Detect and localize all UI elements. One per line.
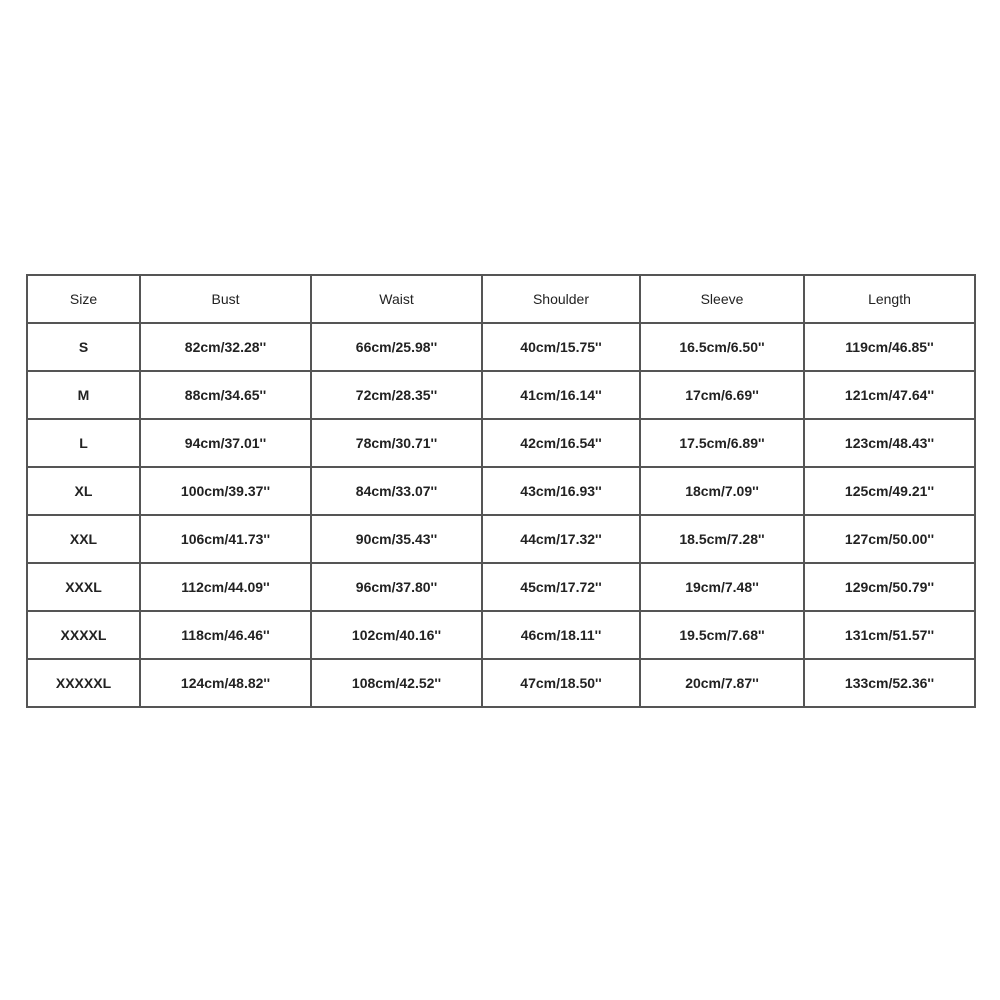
shoulder-cell: 43cm/16.93'' (482, 467, 640, 515)
waist-cell: 90cm/35.43'' (311, 515, 482, 563)
bust-cell: 82cm/32.28'' (140, 323, 311, 371)
length-cell: 121cm/47.64'' (804, 371, 975, 419)
table-row (27, 371, 975, 419)
header-sleeve: Sleeve (640, 275, 804, 323)
bust-cell: 124cm/48.82'' (140, 659, 311, 707)
length-cell: 133cm/52.36'' (804, 659, 975, 707)
size-cell: M (27, 371, 140, 419)
shoulder-cell: 45cm/17.72'' (482, 563, 640, 611)
size-chart-header (27, 275, 975, 323)
size-cell: XXXL (27, 563, 140, 611)
table-row (27, 659, 975, 707)
bust-cell: 112cm/44.09'' (140, 563, 311, 611)
length-cell: 127cm/50.00'' (804, 515, 975, 563)
size-chart-table (26, 274, 976, 708)
sleeve-cell: 17cm/6.69'' (640, 371, 804, 419)
bust-cell: 88cm/34.65'' (140, 371, 311, 419)
size-cell: S (27, 323, 140, 371)
table-row (27, 515, 975, 563)
header-waist: Waist (311, 275, 482, 323)
sleeve-cell: 16.5cm/6.50'' (640, 323, 804, 371)
bust-cell: 118cm/46.46'' (140, 611, 311, 659)
size-cell: XL (27, 467, 140, 515)
shoulder-cell: 42cm/16.54'' (482, 419, 640, 467)
sleeve-cell: 18.5cm/7.28'' (640, 515, 804, 563)
table-row (27, 467, 975, 515)
length-cell: 125cm/49.21'' (804, 467, 975, 515)
waist-cell: 78cm/30.71'' (311, 419, 482, 467)
table-row (27, 563, 975, 611)
size-cell: XXL (27, 515, 140, 563)
shoulder-cell: 41cm/16.14'' (482, 371, 640, 419)
length-cell: 123cm/48.43'' (804, 419, 975, 467)
shoulder-cell: 46cm/18.11'' (482, 611, 640, 659)
header-shoulder: Shoulder (482, 275, 640, 323)
header-bust: Bust (140, 275, 311, 323)
bust-cell: 106cm/41.73'' (140, 515, 311, 563)
bust-cell: 100cm/39.37'' (140, 467, 311, 515)
size-chart-body (27, 323, 975, 707)
size-cell: XXXXL (27, 611, 140, 659)
header-row (27, 275, 975, 323)
sleeve-cell: 18cm/7.09'' (640, 467, 804, 515)
table-row (27, 323, 975, 371)
length-cell: 131cm/51.57'' (804, 611, 975, 659)
sleeve-cell: 17.5cm/6.89'' (640, 419, 804, 467)
waist-cell: 96cm/37.80'' (311, 563, 482, 611)
table-row (27, 419, 975, 467)
waist-cell: 72cm/28.35'' (311, 371, 482, 419)
waist-cell: 84cm/33.07'' (311, 467, 482, 515)
waist-cell: 102cm/40.16'' (311, 611, 482, 659)
size-cell: L (27, 419, 140, 467)
length-cell: 129cm/50.79'' (804, 563, 975, 611)
sleeve-cell: 20cm/7.87'' (640, 659, 804, 707)
length-cell: 119cm/46.85'' (804, 323, 975, 371)
shoulder-cell: 40cm/15.75'' (482, 323, 640, 371)
shoulder-cell: 44cm/17.32'' (482, 515, 640, 563)
waist-cell: 108cm/42.52'' (311, 659, 482, 707)
table-row (27, 611, 975, 659)
sleeve-cell: 19.5cm/7.68'' (640, 611, 804, 659)
waist-cell: 66cm/25.98'' (311, 323, 482, 371)
header-size: Size (27, 275, 140, 323)
sleeve-cell: 19cm/7.48'' (640, 563, 804, 611)
bust-cell: 94cm/37.01'' (140, 419, 311, 467)
header-length: Length (804, 275, 975, 323)
shoulder-cell: 47cm/18.50'' (482, 659, 640, 707)
size-cell: XXXXXL (27, 659, 140, 707)
